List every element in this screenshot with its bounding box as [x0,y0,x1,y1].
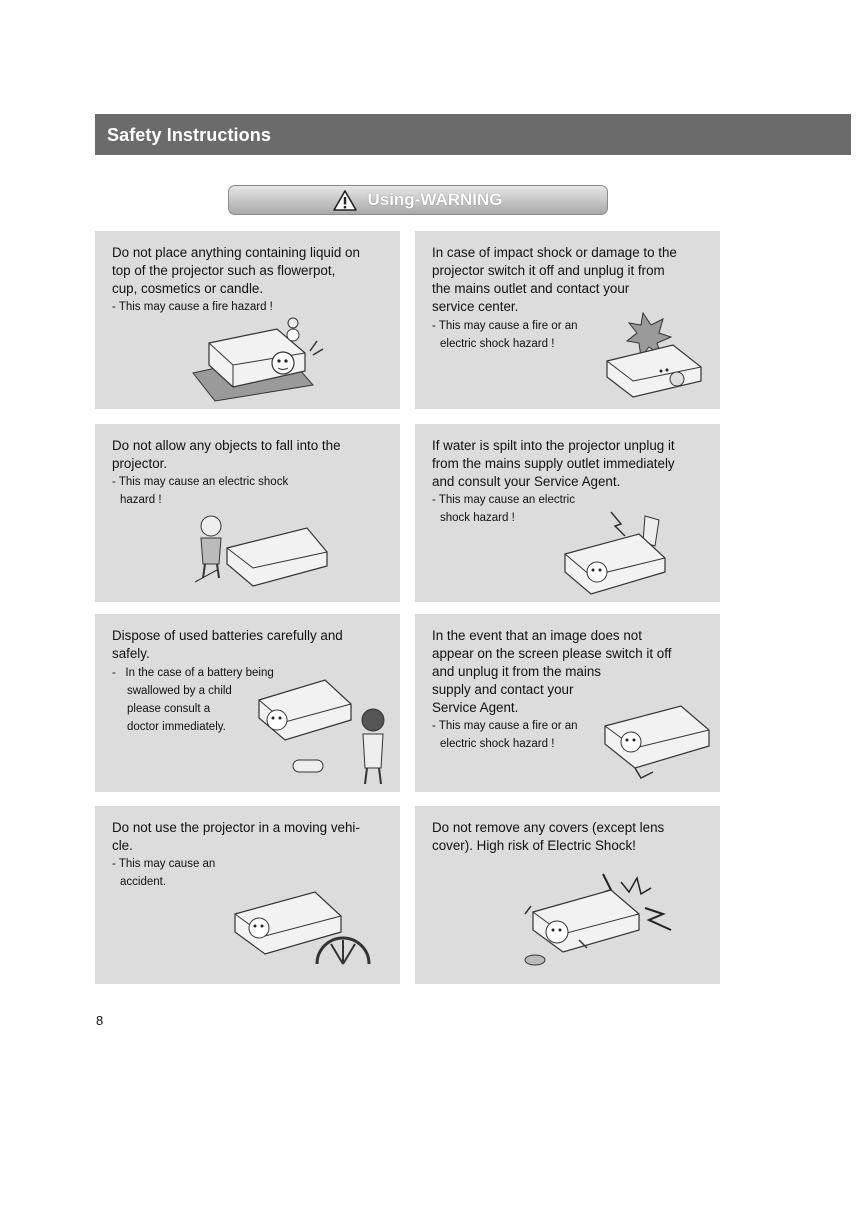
card-text-line: In the event that an image does not [432,628,642,643]
section-header-bar [95,114,851,155]
warning-card-impact [415,231,720,409]
card-main-text [112,819,390,855]
warning-card-water [415,424,720,602]
card-text-line: appear on the screen please switch it off [432,646,672,661]
card-note [432,317,578,353]
card-note-line: - This may cause an electric [432,494,575,506]
card-text-line: Do not remove any covers (except lens [432,820,665,835]
card-note-text: doctor immediately. [127,721,226,733]
card-note-line: - This may cause an [112,858,216,870]
warning-banner [228,185,608,215]
child-projector-illustration [187,512,337,592]
card-note-line: - This may cause a fire or an [432,720,578,732]
card-main-text [432,437,710,491]
card-text-line: If water is spilt into the projector unplug it [432,438,675,453]
card-text-line: Do not use the projector in a moving vehi- [112,820,360,835]
card-text-line: and consult your Service Agent. [432,474,621,489]
projector-flowerpot-illustration [185,313,335,403]
card-note-line: hazard ! [120,494,162,506]
card-note-text: swallowed by a child [127,685,232,697]
card-text-line: In case of impact shock or damage to the [432,245,677,260]
card-note-line [112,682,274,700]
card-text-line: top of the projector such as flowerpot, [112,263,336,278]
card-note-line: electric shock hazard ! [440,338,555,350]
card-note-line: - This may cause a fire or an [432,320,578,332]
card-text-line: safely. [112,646,150,661]
card-text-line: Dispose of used batteries carefully and [112,628,343,643]
projector-unplug-illustration [601,698,713,782]
battery-child-illustration [255,676,395,788]
card-text-line: cle. [112,838,133,853]
warning-card-covers [415,806,720,984]
card-text-line: cover). High risk of Electric Shock! [432,838,636,853]
warning-card-vehicle [95,806,400,984]
warning-card-batteries [95,614,400,792]
warning-card-no-image [415,614,720,792]
card-text-line: and unplug it from the mains [432,664,601,679]
card-text-line: Do not place anything containing liquid on [112,245,360,260]
warning-card-objects [95,424,400,602]
warning-card-liquid [95,231,400,409]
card-text-line: service center. [432,299,519,314]
card-text-line: Service Agent. [432,700,519,715]
card-main-text [112,244,390,298]
card-text-line: from the mains supply outlet immediately [432,456,675,471]
card-note [432,717,578,753]
card-main-text [112,437,390,473]
card-main-text [112,627,390,663]
projector-vehicle-illustration [231,882,371,966]
card-note-line: accident. [120,876,167,888]
card-text-line: Do not allow any objects to fall into the [112,438,341,453]
card-note-text: please consult a [127,703,211,715]
card-text-line: projector. [112,456,168,471]
card-note-line: electric shock hazard ! [440,738,555,750]
card-main-text [432,244,710,316]
projector-cover-shock-illustration [517,870,677,970]
card-note-line: - This may cause an electric shock [112,476,289,488]
card-note [432,491,575,527]
card-note-text: In the case of a battery being [125,667,274,679]
projector-water-illustration [563,506,673,598]
card-note-line: - This may cause a fire hazard ! [112,301,273,313]
card-note-line [112,700,274,718]
page-number: 8 [96,1013,104,1028]
card-note-line [112,718,274,736]
card-text-line: supply and contact your [432,682,574,697]
card-text-line: projector switch it off and unplug it from [432,263,665,278]
warning-triangle-icon [333,190,357,211]
card-note-line: - In the case of a battery being [112,667,274,679]
card-note [112,664,274,736]
card-text-line: cup, cosmetics or candle. [112,281,264,296]
card-note [112,473,288,509]
card-main-text [432,819,710,855]
projector-impact-illustration [603,309,708,399]
section-title: Safety Instructions [107,125,271,145]
card-text-line: the mains outlet and contact your [432,281,630,296]
card-note [112,855,215,891]
warning-banner-label: Using-WARNING [367,190,503,209]
card-note-line: shock hazard ! [440,512,515,524]
